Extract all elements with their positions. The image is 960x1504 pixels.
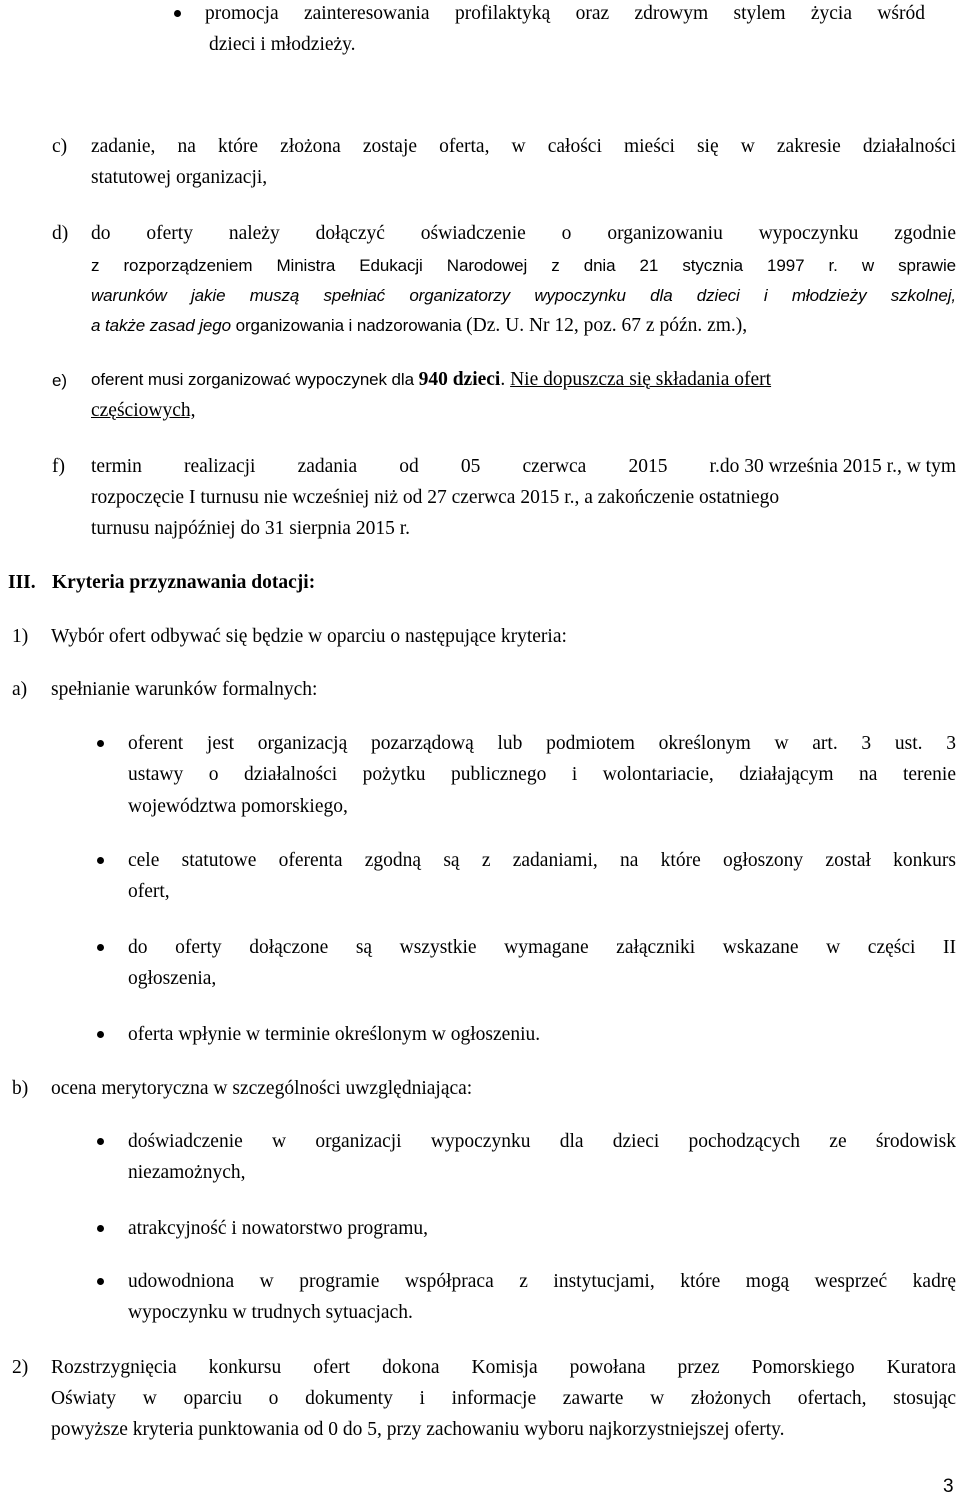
list-label: a) [12,679,28,700]
bullet-icon [97,944,104,951]
text-segment: do 30 września 2015 r. [719,456,897,477]
list-label: f) [52,456,65,477]
bullet-icon [97,1278,104,1285]
text-line: oferent jest organizacją pozarządową lub podmiotem określonym w art. 3 ust. 3 [128,733,956,754]
text-segment: , a zakończenie ostatniego [574,487,780,508]
bullet-icon [97,1225,104,1232]
text-line: dzieci i młodzieży. [209,34,356,55]
text-line: z rozporządzeniem Ministra Edukacji Narodowej z dnia 21 stycznia 1997 r. w sprawie [91,256,956,275]
bullet-icon [174,10,181,17]
bullet-icon [97,1031,104,1038]
text-line: spełnianie warunków formalnych: [51,679,318,700]
text-line: ocena merytoryczna w szczególności uwzględniająca: [51,1078,473,1099]
list-label: 1) [12,626,29,647]
text-segment: rozpoczęcie I turnusu nie wcześniej niż od 27 czerwca 2015 r. [91,487,575,508]
underlined-text: Nie dopuszcza się składania ofert [510,369,772,390]
text-line: wypoczynku w trudnych sytuacjach. [128,1302,413,1323]
text-segment: , w tym [896,456,956,477]
text-line: województwa pomorskiego, [128,796,348,817]
text-line: cele statutowe oferenta zgodną są z zadaniami, na które ogłoszony został konkurs [128,850,956,871]
text-line [91,368,771,392]
bullet-icon [97,740,104,747]
text-line: promocja zainteresowania profilaktyką oraz zdrowym stylem życia wśród [205,3,925,24]
text-segment: organizowania i nadzorowania [235,316,467,335]
text-line: zadanie, na które złożona zostaje oferta, w całości mieści się w zakresie działalności [91,136,956,157]
page-number: 3 [943,1476,954,1497]
section-title: Kryteria przyznawania dotacji: [52,572,316,593]
text-line [91,486,779,510]
text-line [91,314,747,338]
bold-text: 940 dzieci [418,369,501,390]
text-line: statutowej organizacji, [91,167,268,188]
list-label: 2) [12,1357,29,1378]
italic-text: a także zasad jego [91,316,236,335]
bullet-icon [97,857,104,864]
list-label: e) [52,371,67,390]
text-line: turnusu najpóźniej do 31 sierpnia 2015 r. [91,518,410,539]
text-line: atrakcyjność i nowatorstwo programu, [128,1218,429,1239]
text-line: niezamożnych, [128,1162,246,1183]
text-line: powyższe kryteria punktowania od 0 do 5, przy zachowaniu wyboru najkorzystniejszej oferty. [51,1419,785,1440]
underlined-text: częściowych, [91,400,196,421]
text-line: Wybór ofert odbywać się będzie w oparciu o następujące kryteria: [51,626,567,647]
text-line: Oświaty w oparciu o dokumenty i informacje zawarte w złożonych ofertach, stosując [51,1388,956,1409]
text-segment: (Dz. U. Nr 12, poz. 67 z późn. zm.), [466,315,748,336]
text-line: doświadczenie w organizacji wypoczynku dla dzieci pochodzących ze środowisk [128,1131,956,1152]
text-line: do oferty należy dołączyć oświadczenie o organizowaniu wypoczynku zgodnie [91,223,956,244]
text-line: ogłoszenia, [128,968,217,989]
text-line: udowodniona w programie współpraca z instytucjami, które mogą wesprzeć kadrę [128,1271,956,1292]
text-line [91,455,956,479]
list-label: b) [12,1078,29,1099]
text-segment: termin realizacji zadania od 05 czerwca 2015 r. [91,456,720,477]
list-label: c) [52,136,68,157]
text-line: do oferty dołączone są wszystkie wymagane załączniki wskazane w części II [128,937,956,958]
section-number: III. [8,572,36,593]
text-segment: . [500,369,511,390]
text-line: Rozstrzygnięcia konkursu ofert dokona Komisja powołana przez Pomorskiego Kuratora [51,1357,956,1378]
bullet-icon [97,1138,104,1145]
list-label: d) [52,223,69,244]
text-segment: oferent musi zorganizować wypoczynek dla [91,370,419,389]
text-line: ustawy o działalności pożytku publicznego i wolontariacie, działającym na terenie [128,764,956,785]
text-line: oferta wpłynie w terminie określonym w ogłoszeniu. [128,1024,541,1045]
text-line: ofert, [128,881,170,902]
text-line: warunków jakie muszą spełniać organizatorzy wypoczynku dla dzieci i młodzieży szkolnej, [91,286,956,305]
